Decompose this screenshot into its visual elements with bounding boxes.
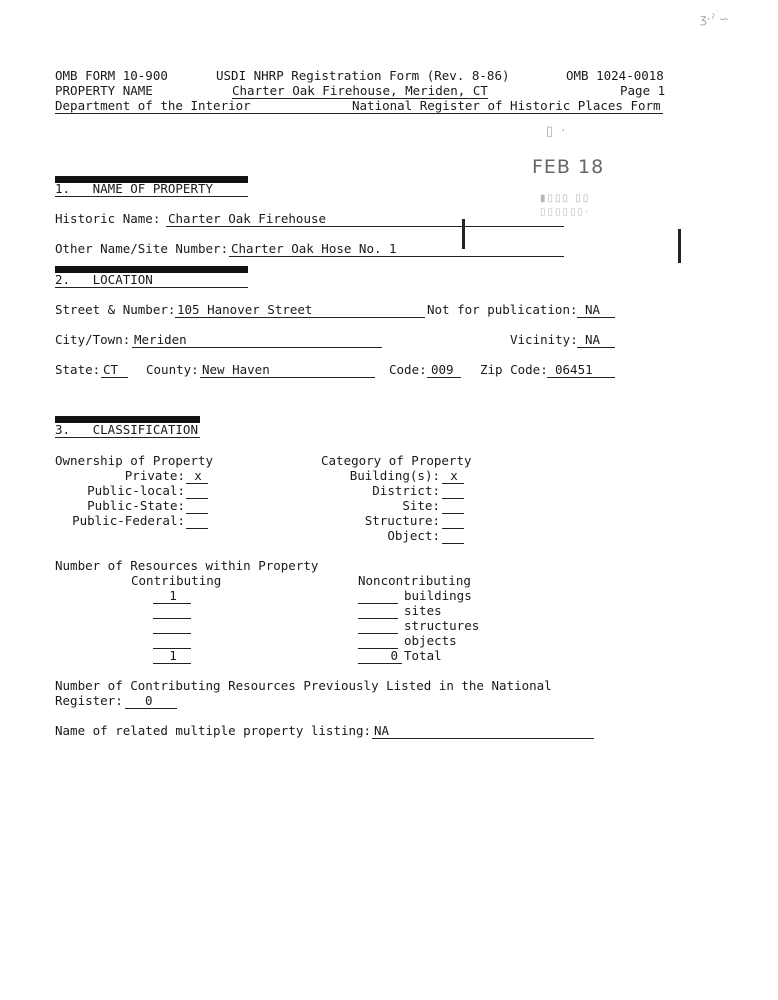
- zip-code-label: Zip Code:: [480, 362, 548, 377]
- resource-total-label: Total: [404, 648, 442, 663]
- form-title: USDI NHRP Registration Form (Rev. 8-86): [216, 68, 510, 83]
- resource-buildings-label: buildings: [404, 588, 472, 603]
- omb-control-number: OMB 1024-0018: [566, 68, 664, 83]
- section-2-heading: 2. LOCATION: [55, 272, 153, 287]
- code-value: 009: [427, 362, 461, 378]
- noncontributing-sites: [358, 603, 398, 619]
- zip-code-value: 06451: [547, 362, 615, 378]
- section-3-heading: 3. CLASSIFICATION: [55, 422, 198, 437]
- state-value: CT: [101, 362, 128, 378]
- resources-title: Number of Resources within Property: [55, 558, 319, 573]
- previously-listed-value: 0: [125, 693, 177, 709]
- ownership-public-federal-label: Public-Federal:: [72, 513, 185, 528]
- noncontributing-objects: [358, 633, 398, 649]
- ownership-title: Ownership of Property: [55, 453, 214, 468]
- margin-mark: [678, 229, 681, 263]
- category-building-label: Building(s):: [349, 468, 440, 483]
- header-rule: [55, 113, 663, 114]
- previously-listed-label: Register:: [55, 693, 123, 708]
- category-building-value: x: [442, 468, 464, 484]
- category-object-value: [442, 528, 464, 544]
- resource-objects-label: objects: [404, 633, 457, 648]
- other-name-label: Other Name/Site Number:: [55, 241, 229, 256]
- property-name-label: PROPERTY NAME: [55, 83, 153, 98]
- ownership-private-label: Private:: [124, 468, 185, 483]
- code-label: Code:: [389, 362, 427, 377]
- section-1-heading: 1. NAME OF PROPERTY: [55, 181, 214, 196]
- resource-structures-label: structures: [404, 618, 480, 633]
- received-stamp-date: FEB 18: [532, 156, 605, 178]
- street-value: 105 Hanover Street: [175, 302, 425, 318]
- not-for-publication-label: Not for publication:: [427, 302, 578, 317]
- not-for-publication-value: NA: [577, 302, 615, 318]
- page-number: Page 1: [620, 83, 666, 98]
- county-value: New Haven: [200, 362, 375, 378]
- noncontributing-total: 0: [358, 648, 402, 664]
- vicinity-label: Vicinity:: [510, 332, 578, 347]
- ownership-public-federal-value: [186, 513, 208, 529]
- category-site-value: [442, 498, 464, 514]
- stamp-mark: ▯ ·: [546, 124, 568, 139]
- city-value: Meriden: [132, 332, 382, 348]
- contributing-title: Contributing: [131, 573, 222, 588]
- noncontributing-buildings: [358, 588, 398, 604]
- nr-form-label: National Register of Historic Places Form: [352, 98, 661, 113]
- contributing-total: 1: [153, 648, 191, 664]
- stamp-faint-line-2: ▯▯▯▯▯▯·: [540, 207, 591, 218]
- omb-form-number: OMB FORM 10-900: [55, 68, 168, 83]
- multiple-listing-label: Name of related multiple property listing:: [55, 723, 372, 738]
- ownership-public-local-label: Public-local:: [87, 483, 185, 498]
- historic-name-value: Charter Oak Firehouse: [166, 211, 564, 227]
- historic-name-label: Historic Name:: [55, 211, 161, 226]
- department-label: Department of the Interior: [55, 98, 251, 113]
- section-2-rule: [55, 287, 248, 288]
- noncontributing-structures: [358, 618, 398, 634]
- ownership-private-value: x: [186, 468, 208, 484]
- ownership-public-local-value: [186, 483, 208, 499]
- section-1-rule: [55, 196, 248, 197]
- other-name-value: Charter Oak Hose No. 1: [229, 241, 564, 257]
- section-3-rule: [55, 437, 200, 438]
- vicinity-value: NA: [577, 332, 615, 348]
- contributing-sites: [153, 603, 191, 619]
- ownership-public-state-value: [186, 498, 208, 514]
- category-site-label: Site:: [402, 498, 440, 513]
- category-structure-label: Structure:: [364, 513, 440, 528]
- noncontributing-title: Noncontributing: [358, 573, 471, 588]
- contributing-objects: [153, 633, 191, 649]
- stamp-faint-line-1: ▮▯▯▯ ▯▯: [540, 193, 591, 204]
- contributing-structures: [153, 618, 191, 634]
- state-label: State:: [55, 362, 101, 377]
- ink-mark: [462, 219, 465, 249]
- corner-mark: ʒ·ˀ ∽: [700, 12, 730, 26]
- category-district-value: [442, 483, 464, 499]
- category-title: Category of Property: [321, 453, 472, 468]
- city-label: City/Town:: [55, 332, 131, 347]
- resource-sites-label: sites: [404, 603, 442, 618]
- previously-listed-text: Number of Contributing Resources Previously Listed in the National: [55, 678, 552, 693]
- category-structure-value: [442, 513, 464, 529]
- category-district-label: District:: [372, 483, 440, 498]
- street-label: Street & Number:: [55, 302, 176, 317]
- county-label: County:: [146, 362, 199, 377]
- multiple-listing-value: NA: [372, 723, 594, 739]
- contributing-buildings: 1: [153, 588, 191, 604]
- ownership-public-state-label: Public-State:: [87, 498, 185, 513]
- property-name-value: Charter Oak Firehouse, Meriden, CT: [232, 83, 488, 98]
- category-object-label: Object:: [387, 528, 440, 543]
